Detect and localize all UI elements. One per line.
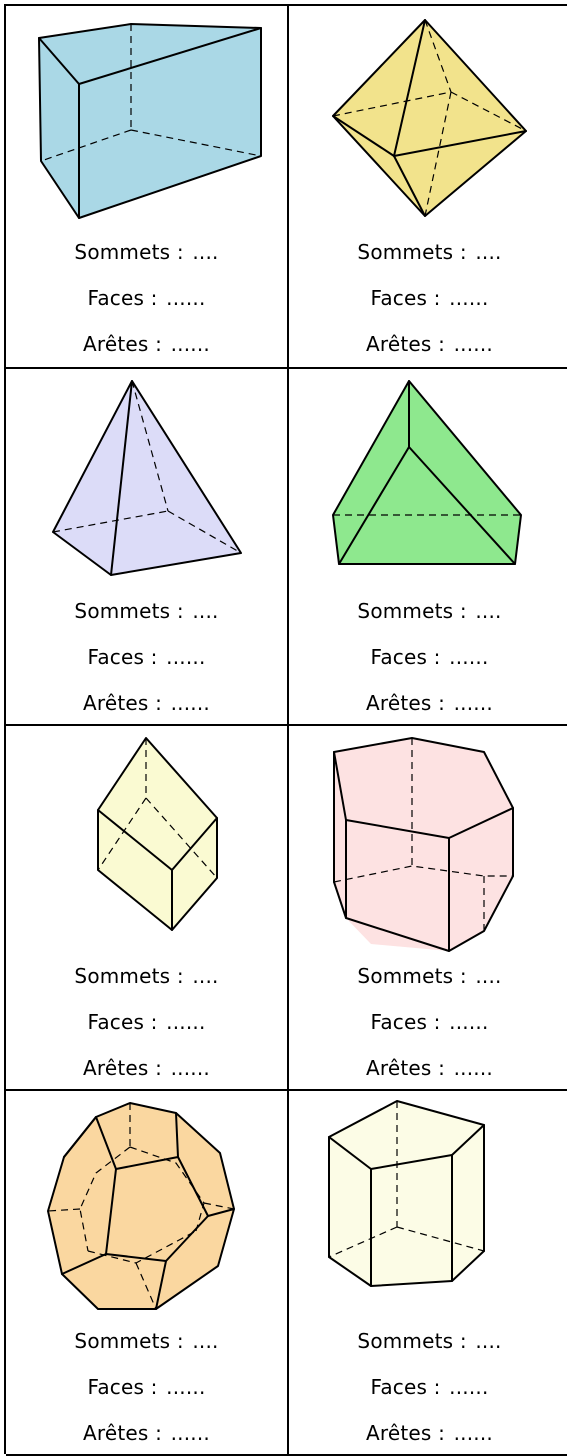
pentagonal-prism-fill: [329, 1101, 484, 1286]
rectangular-prism-figure: [6, 6, 287, 236]
edges-line: [6, 691, 287, 715]
cube-fill: [98, 738, 217, 930]
edges-line: [6, 1056, 287, 1080]
edges-blank: ......: [170, 332, 210, 356]
faces-line: [6, 1010, 287, 1034]
octahedron-fill: [333, 20, 526, 216]
vertices-blank: ....: [192, 599, 219, 623]
vertices-line: [289, 599, 567, 623]
edges-line: [6, 332, 287, 356]
vertices-label: Sommets :: [74, 240, 184, 264]
vertices-line: [289, 964, 567, 988]
edges-label: Arêtes :: [366, 1421, 446, 1445]
cell-hexagonal-prism: [289, 726, 567, 1091]
vertices-label: Sommets :: [74, 964, 184, 988]
edges-blank: ......: [453, 691, 493, 715]
cell-cube: [6, 726, 289, 1091]
faces-blank: ......: [449, 645, 489, 669]
edges-label: Arêtes :: [83, 1056, 163, 1080]
vertices-line: [6, 1329, 287, 1353]
edges-label: Arêtes :: [366, 691, 446, 715]
edges-blank: ......: [453, 332, 493, 356]
vertices-label: Sommets :: [357, 964, 467, 988]
faces-blank: ......: [166, 1375, 206, 1399]
dodecahedron-figure: [6, 1091, 287, 1321]
cell-square-pyramid: [6, 369, 289, 726]
edges-label: Arêtes :: [366, 1056, 446, 1080]
square-pyramid-figure: [6, 369, 287, 599]
edges-line: [6, 1421, 287, 1445]
vertices-line: [6, 964, 287, 988]
faces-label: Faces :: [87, 645, 158, 669]
faces-blank: ......: [449, 1010, 489, 1034]
rectangular-prism-fill: [39, 24, 261, 218]
faces-blank: ......: [166, 1010, 206, 1034]
vertices-blank: ....: [192, 240, 219, 264]
cube-figure: [6, 726, 287, 956]
edges-blank: ......: [170, 1421, 210, 1445]
vertices-blank: ....: [192, 964, 219, 988]
vertices-label: Sommets :: [357, 1329, 467, 1353]
faces-label: Faces :: [87, 1375, 158, 1399]
vertices-blank: ....: [475, 599, 502, 623]
faces-line: [6, 286, 287, 310]
cell-dodecahedron: [6, 1091, 289, 1456]
faces-blank: ......: [166, 645, 206, 669]
edges-label: Arêtes :: [83, 691, 163, 715]
vertices-line: [6, 240, 287, 264]
edges-label: Arêtes :: [366, 332, 446, 356]
cell-tetrahedron: [289, 369, 567, 726]
polyhedra-worksheet: [4, 4, 567, 1454]
faces-line: [6, 645, 287, 669]
faces-label: Faces :: [370, 286, 441, 310]
vertices-label: Sommets :: [357, 599, 467, 623]
vertices-label: Sommets :: [74, 599, 184, 623]
faces-blank: ......: [449, 286, 489, 310]
vertices-line: [6, 599, 287, 623]
faces-line: [289, 645, 567, 669]
edges-line: [289, 332, 567, 356]
tetrahedron-figure: [289, 369, 567, 599]
faces-label: Faces :: [370, 645, 441, 669]
edges-label: Arêtes :: [83, 332, 163, 356]
edges-line: [289, 1421, 567, 1445]
faces-label: Faces :: [87, 286, 158, 310]
vertices-blank: ....: [475, 240, 502, 264]
vertices-label: Sommets :: [74, 1329, 184, 1353]
hexagonal-prism-figure: [289, 726, 567, 956]
dodecahedron-fill: [48, 1103, 234, 1309]
faces-blank: ......: [449, 1375, 489, 1399]
vertices-blank: ....: [475, 964, 502, 988]
cell-octahedron: [289, 6, 567, 369]
edges-blank: ......: [170, 691, 210, 715]
edges-line: [289, 691, 567, 715]
edges-blank: ......: [170, 1056, 210, 1080]
faces-line: [289, 1375, 567, 1399]
faces-label: Faces :: [370, 1010, 441, 1034]
faces-line: [289, 286, 567, 310]
vertices-blank: ....: [475, 1329, 502, 1353]
faces-label: Faces :: [370, 1375, 441, 1399]
cell-rectangular-prism: [6, 6, 289, 369]
faces-label: Faces :: [87, 1010, 158, 1034]
faces-blank: ......: [166, 286, 206, 310]
cell-pentagonal-prism: [289, 1091, 567, 1456]
edges-blank: ......: [453, 1421, 493, 1445]
octahedron-figure: [289, 6, 567, 236]
vertices-blank: ....: [192, 1329, 219, 1353]
pentagonal-prism-figure: [289, 1091, 567, 1321]
vertices-line: [289, 240, 567, 264]
tetrahedron-fill: [333, 381, 521, 564]
edges-line: [289, 1056, 567, 1080]
edges-blank: ......: [453, 1056, 493, 1080]
vertices-line: [289, 1329, 567, 1353]
faces-line: [289, 1010, 567, 1034]
edges-label: Arêtes :: [83, 1421, 163, 1445]
faces-line: [6, 1375, 287, 1399]
hexagonal-prism-fill: [334, 738, 513, 951]
vertices-label: Sommets :: [357, 240, 467, 264]
